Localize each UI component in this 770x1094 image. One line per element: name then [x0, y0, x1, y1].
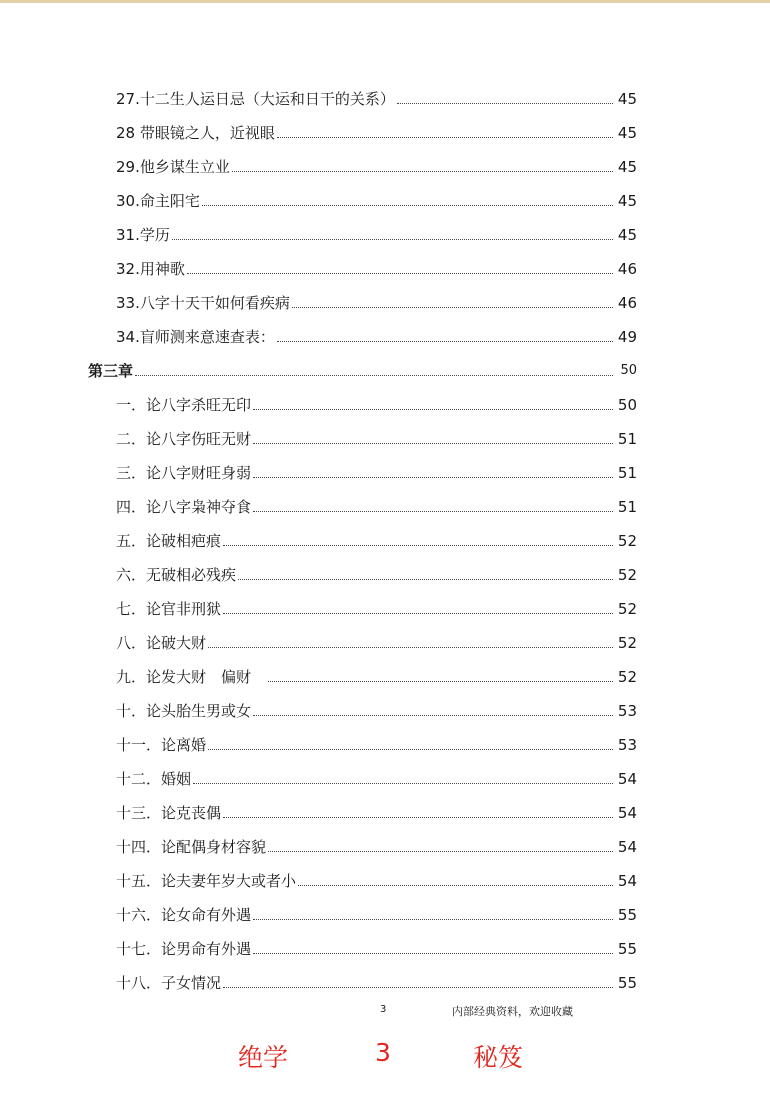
toc-entry-page: 46 — [617, 294, 637, 312]
toc-entry — [116, 292, 637, 314]
toc-entry-title: 二．论八字伤旺无财 — [116, 430, 252, 448]
toc-entry — [116, 938, 637, 960]
toc-entry-page: 51 — [617, 498, 637, 516]
toc-entry — [116, 598, 637, 620]
toc-entry — [116, 326, 637, 348]
toc-entry — [116, 156, 637, 178]
dot-leader — [292, 307, 613, 308]
toc-entry-page: 52 — [617, 600, 637, 618]
toc-entry-page: 45 — [617, 124, 637, 142]
toc-entry-title: 30.命主阳宅 — [116, 192, 200, 210]
toc-entry — [116, 258, 637, 280]
toc-entry-page: 52 — [617, 634, 637, 652]
toc-entry-title: 27.十二生人运日忌（大运和日干的关系） — [116, 90, 395, 108]
toc-entry-page: 52 — [617, 668, 637, 686]
dot-leader — [202, 205, 613, 206]
footer-note: 内部经典资料，欢迎收藏 — [452, 1005, 573, 1018]
dot-leader — [268, 851, 613, 852]
dot-leader — [223, 817, 613, 818]
toc-entry-page: 45 — [617, 192, 637, 210]
toc-entry-title: 十二．婚姻 — [116, 770, 192, 788]
dot-leader — [208, 647, 613, 648]
toc-entry-title: 29.他乡谋生立业 — [116, 158, 230, 176]
toc-entry-page: 45 — [617, 90, 637, 108]
dot-leader — [172, 239, 613, 240]
toc-entry-title: 34.盲师测来意速查表： — [116, 328, 275, 346]
toc-entry-page: 51 — [617, 430, 637, 448]
dot-leader — [187, 273, 613, 274]
toc-entry — [116, 564, 637, 586]
toc-entry — [116, 768, 637, 790]
toc-entry-title: 七．论官非刑狱 — [116, 600, 222, 618]
toc-entry — [116, 224, 637, 246]
toc-entry-page: 53 — [617, 736, 637, 754]
dot-leader — [135, 375, 613, 376]
toc-entry-title: 32.用神歌 — [116, 260, 185, 278]
dot-leader — [223, 987, 613, 988]
toc-entry-title: 六．无破相必残疾 — [116, 566, 237, 584]
toc-entry — [116, 972, 637, 994]
dot-leader — [277, 137, 613, 138]
toc-entry — [116, 734, 637, 756]
toc-entry — [116, 428, 637, 450]
toc-entry — [116, 632, 637, 654]
toc-entry-page: 45 — [617, 158, 637, 176]
toc-entry-page: 54 — [617, 770, 637, 788]
dot-leader — [223, 545, 613, 546]
stamp-left-text: 绝学 — [238, 1043, 289, 1072]
toc-entry — [116, 530, 637, 552]
toc-entry — [116, 462, 637, 484]
toc-entry-title: 九．论发大财 偏财 — [116, 668, 267, 686]
toc-entry-title: 八．论破大财 — [116, 634, 207, 652]
dot-leader — [253, 511, 613, 512]
toc-entry-page: 54 — [617, 804, 637, 822]
toc-entry-page: 52 — [617, 566, 637, 584]
toc-entry-title: 31.学历 — [116, 226, 170, 244]
stamp-center-number: 3 — [375, 1038, 391, 1067]
stamp-right-text: 秘笈 — [473, 1043, 524, 1072]
toc-entry-title: 十五．论夫妻年岁大或者小 — [116, 872, 297, 890]
toc-entry — [116, 190, 637, 212]
toc-entry-page: 55 — [617, 974, 637, 992]
toc-entry — [116, 394, 637, 416]
toc-entry-page: 55 — [617, 940, 637, 958]
toc-entry-title: 十八．子女情况 — [116, 974, 222, 992]
toc-entry — [116, 666, 637, 688]
toc-entry-title: 五．论破相疤痕 — [116, 532, 222, 550]
top-border — [0, 0, 770, 3]
toc-entry-page: 45 — [617, 226, 637, 244]
toc-entry-title: 十三．论克丧偶 — [116, 804, 222, 822]
toc-entry-page: 51 — [617, 464, 637, 482]
dot-leader — [223, 613, 613, 614]
dot-leader — [253, 715, 613, 716]
toc-entry — [116, 88, 637, 110]
toc-entry-title: 28 带眼镜之人，近视眼 — [116, 124, 275, 142]
dot-leader — [253, 919, 613, 920]
toc-entry-page: 53 — [617, 702, 637, 720]
toc-entry-page: 50 — [617, 396, 637, 414]
toc-entry — [116, 700, 637, 722]
dot-leader — [208, 749, 613, 750]
toc-entry — [116, 122, 637, 144]
toc-entry-title: 十一．论离婚 — [116, 736, 207, 754]
footer-page-number: 3 — [380, 1004, 387, 1015]
dot-leader — [397, 103, 613, 104]
toc-entry-title: 一．论八字杀旺无印 — [116, 396, 252, 414]
toc-entry-title: 十四．论配偶身材容貌 — [116, 838, 267, 856]
toc-entry-title: 四．论八字枭神夺食 — [116, 498, 252, 516]
toc-entry-title: 第三章 — [88, 362, 134, 380]
dot-leader — [253, 477, 613, 478]
dot-leader — [253, 953, 613, 954]
toc-entry-page: 52 — [617, 532, 637, 550]
dot-leader — [277, 341, 613, 342]
toc-entry-title: 十．论头胎生男或女 — [116, 702, 252, 720]
toc-entry — [116, 802, 637, 824]
dot-leader — [238, 579, 613, 580]
dot-leader — [253, 443, 613, 444]
toc-entry-page: 55 — [617, 906, 637, 924]
toc-chapter-heading — [88, 360, 637, 382]
toc-entry-page: 46 — [617, 260, 637, 278]
toc-entry-title: 三．论八字财旺身弱 — [116, 464, 252, 482]
dot-leader — [253, 409, 613, 410]
toc-entry-title: 十七．论男命有外遇 — [116, 940, 252, 958]
toc-entry-page: 54 — [617, 872, 637, 890]
toc-entry-page: 50 — [620, 363, 637, 378]
toc-entry-page: 49 — [617, 328, 637, 346]
dot-leader — [232, 171, 613, 172]
toc-entry — [116, 904, 637, 926]
dot-leader — [268, 681, 613, 682]
toc-entry — [116, 836, 637, 858]
toc-entry-page: 54 — [617, 838, 637, 856]
dot-leader — [298, 885, 613, 886]
toc-entry-title: 十六．论女命有外遇 — [116, 906, 252, 924]
toc-entry-title: 33.八字十天干如何看疾病 — [116, 294, 290, 312]
toc-entry — [116, 870, 637, 892]
toc-entry — [116, 496, 637, 518]
dot-leader — [193, 783, 613, 784]
